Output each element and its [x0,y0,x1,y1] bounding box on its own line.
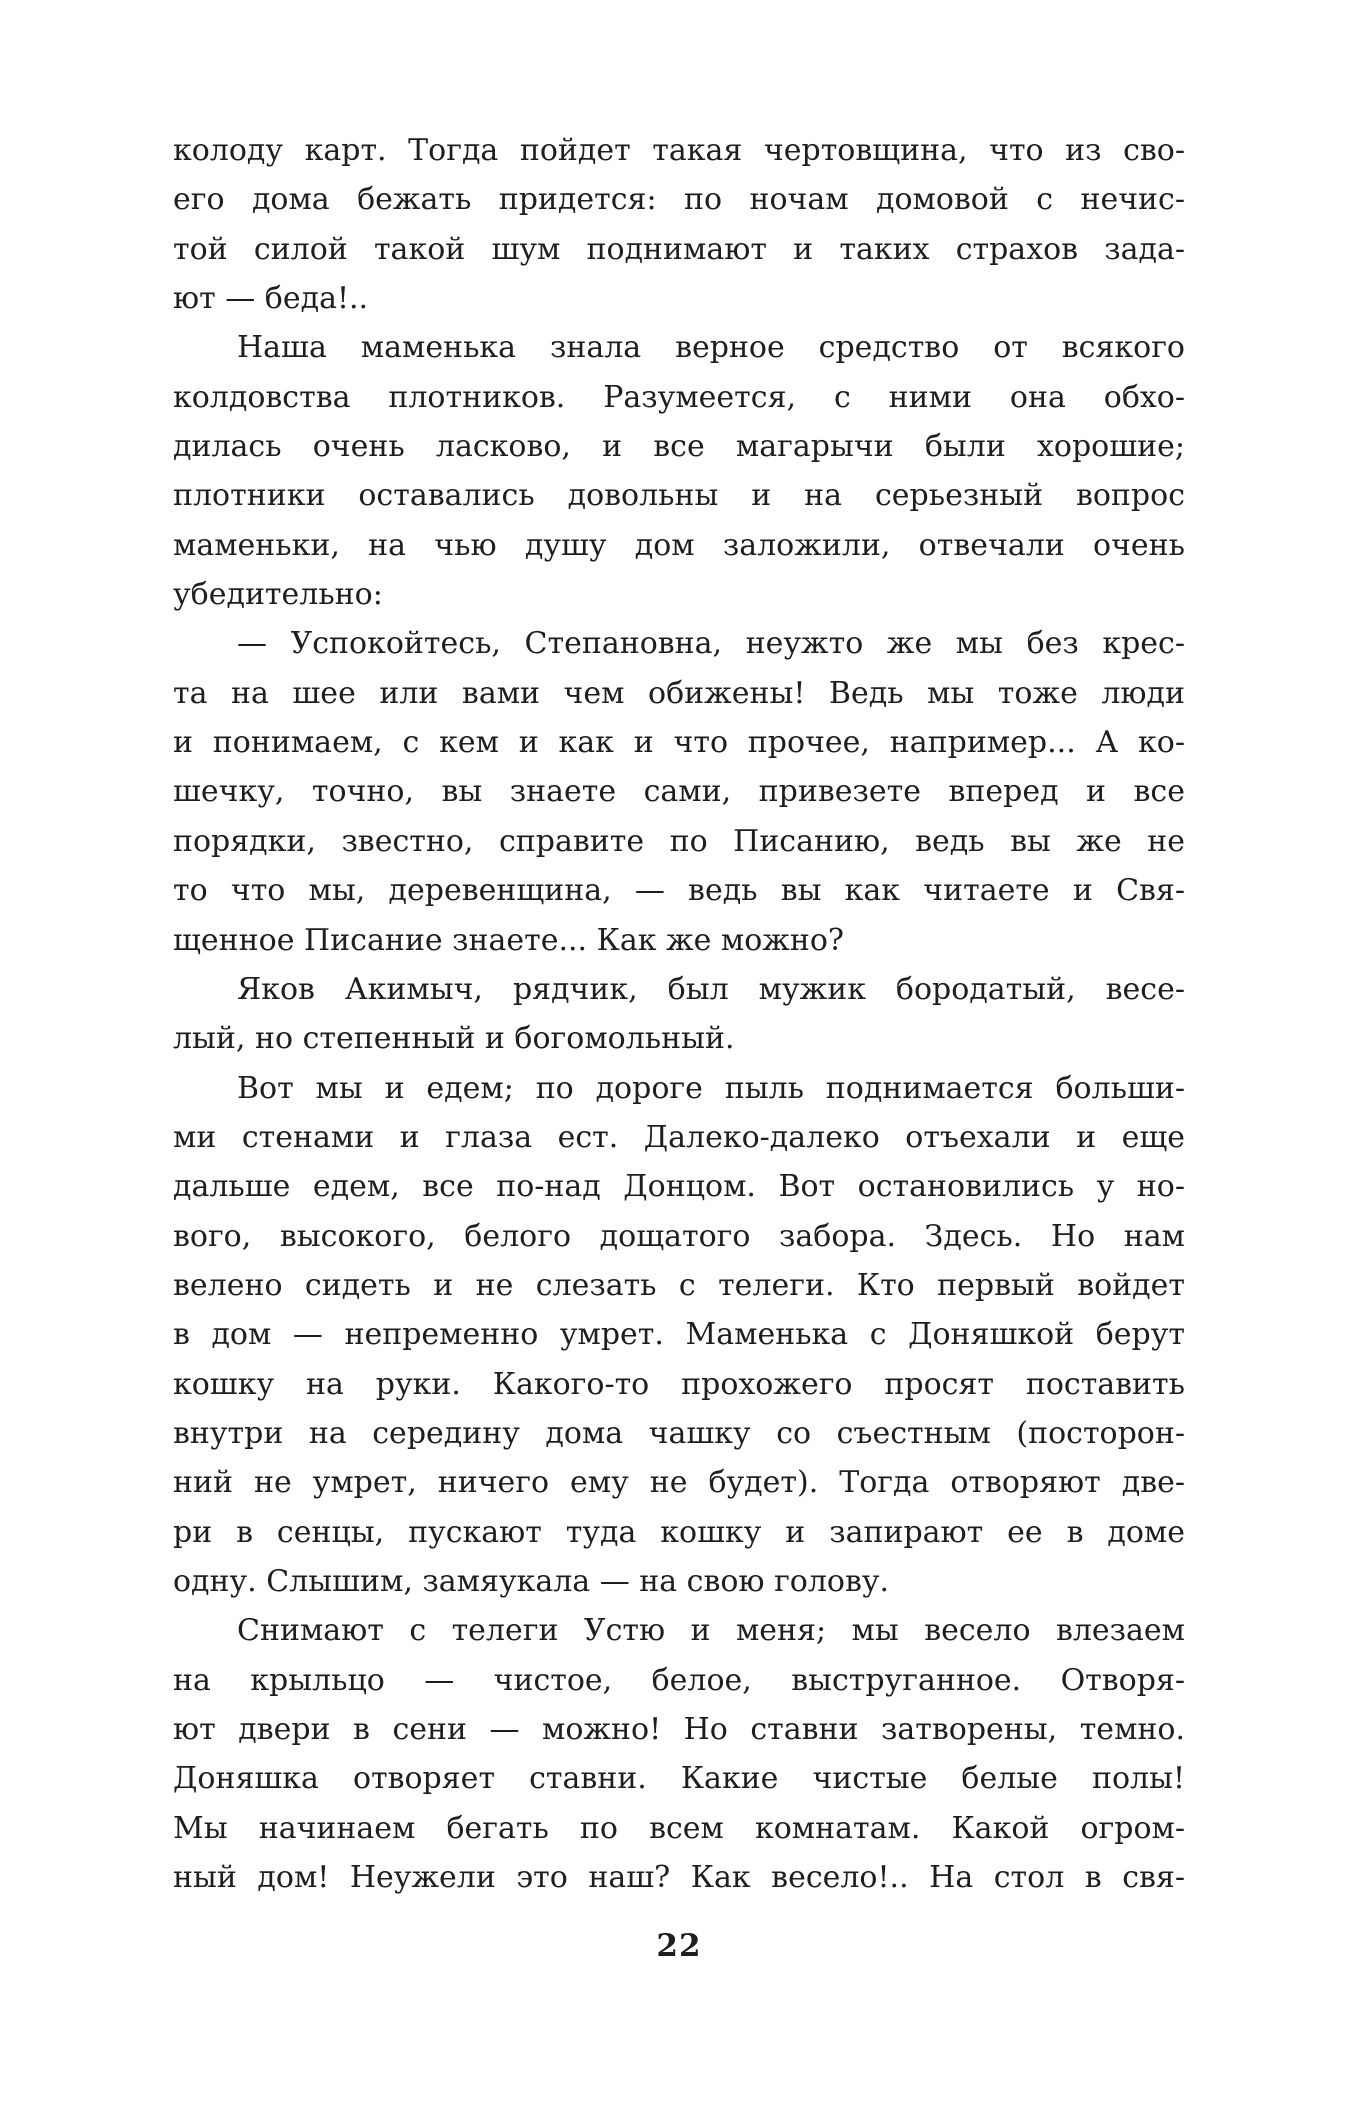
text-line-18: Яков Акимыч, рядчик, был мужик бородатый, весе- [237,971,1185,1007]
text-line-28: ний не умрет, ничего ему не будет). Тогда отворяют две- [173,1465,1185,1501]
text-line-12: та на шее или вами чем обижены! Ведь мы тоже люди [173,675,1185,711]
text-line-24: велено сидеть и не слезать с телеги. Кто первый войдет [173,1267,1185,1303]
text-line-11: — Успокойтесь, Степановна, неужто же мы без крес- [237,626,1185,662]
text-line-21: ми стенами и глаза ест. Далеко-далеко отъехали и еще [173,1119,1185,1155]
text-line-13: и понимаем, с кем и как и что прочее, например... А ко- [173,725,1185,761]
text-line-9: маменьки, на чью душу дом заложили, отвечали очень [173,527,1185,563]
text-line-30: одну. Слышим, замяукала — на свою голову. [173,1563,890,1599]
text-line-27: внутри на середину дома чашку со съестным (посторон- [173,1415,1185,1451]
text-line-14: шечку, точно, вы знаете сами, привезете вперед и все [173,774,1185,810]
text-line-6: колдовства плотников. Разумеется, с ними она обхо- [173,379,1185,415]
page-number: 22 [656,1928,702,1964]
text-line-29: ри в сенцы, пускают туда кошку и запирают ее в доме [173,1514,1185,1550]
page-body-text [173,126,1185,1902]
text-line-15: порядки, звестно, справите по Писанию, ведь вы же не [173,823,1185,859]
text-line-5: Наша маменька знала верное средство от всякого [237,330,1185,366]
text-line-34: Доняшка отворяет ставни. Какие чистые белые полы! [173,1761,1185,1797]
text-line-3: той силой такой шум поднимают и таких страхов зада- [173,231,1185,267]
text-line-31: Снимают с телеги Устю и меня; мы весело влезаем [237,1613,1185,1649]
text-line-22: дальше едем, все по-над Донцом. Вот остановились у но- [173,1169,1185,1205]
text-line-17: щенное Писание знаете... Как же можно? [173,922,845,958]
text-line-23: вого, высокого, белого дощатого забора. Здесь. Но нам [173,1218,1185,1254]
text-line-16: то что мы, деревенщина, — ведь вы как читаете и Свя- [173,873,1185,909]
text-line-32: на крыльцо — чистое, белое, выструганное. Отворя- [173,1662,1185,1698]
text-line-20: Вот мы и едем; по дороге пыль поднимается больши- [237,1070,1185,1106]
text-line-19: лый, но степенный и богомольный. [173,1021,735,1057]
text-line-2: его дома бежать придется: по ночам домовой с нечис- [173,182,1185,218]
text-line-35: Мы начинаем бегать по всем комнатам. Какой огром- [173,1810,1185,1846]
text-line-1: колоду карт. Тогда пойдет такая чертовщина, что из сво- [173,133,1185,168]
text-line-10: убедительно: [173,577,383,613]
text-line-7: дилась очень ласково, и все магарычи были хорошие; [173,429,1185,465]
text-line-36: ный дом! Неужели это наш? Как весело!.. На стол в свя- [173,1860,1185,1896]
text-line-33: ют двери в сени — можно! Но ставни затворены, темно. [173,1712,1185,1747]
text-line-4: ют — беда!.. [173,281,369,317]
text-line-8: плотники оставались довольны и на серьезный вопрос [173,478,1185,514]
text-line-26: кошку на руки. Какого-то прохожего просят поставить [173,1366,1185,1402]
text-line-25: в дом — непременно умрет. Маменька с Доняшкой берут [173,1317,1185,1353]
